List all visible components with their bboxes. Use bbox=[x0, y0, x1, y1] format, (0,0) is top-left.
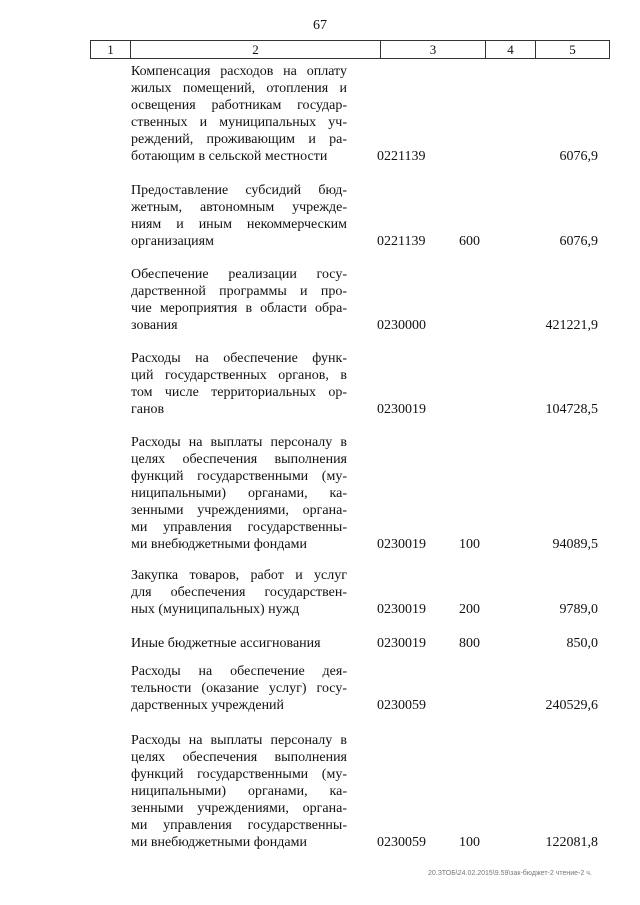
row-code: 0230019 bbox=[377, 636, 426, 651]
row-expense-type: 600 bbox=[459, 234, 480, 249]
description-line: ми управления государственны- bbox=[131, 818, 347, 833]
description-line: Расходы на обеспечение функ- bbox=[131, 351, 347, 366]
column-header-3: 3 bbox=[380, 41, 485, 58]
row-description bbox=[131, 63, 347, 165]
description-line: ниям и иным некоммерческим bbox=[131, 217, 347, 232]
footer-file-stamp: 20.ЗТОБ\24.02.2015\9.59\зак-бюджет-2 чтение-2 ч. bbox=[428, 870, 592, 877]
description-line: функций государственными (му- bbox=[131, 469, 347, 484]
row-description bbox=[131, 434, 347, 553]
row-description bbox=[131, 182, 347, 250]
description-line: Закупка товаров, работ и услуг bbox=[131, 568, 347, 583]
description-line: реждений, проживающим и ра- bbox=[131, 132, 347, 147]
description-line: целях обеспечения выполнения bbox=[131, 452, 347, 467]
row-code: 0230019 bbox=[377, 537, 426, 552]
description-line: Расходы на выплаты персоналу в bbox=[131, 733, 347, 748]
row-expense-type: 100 bbox=[459, 835, 480, 850]
row-code: 0230000 bbox=[377, 318, 426, 333]
description-line: дарственных учреждений bbox=[131, 698, 285, 713]
row-code: 0230019 bbox=[377, 402, 426, 417]
description-line: ций государственных органов, в bbox=[131, 368, 347, 383]
row-amount: 104728,5 bbox=[545, 402, 598, 417]
description-line: ми внебюджетными фондами bbox=[131, 835, 307, 850]
row-code: 0221139 bbox=[377, 149, 426, 164]
row-code: 0221139 bbox=[377, 234, 426, 249]
description-line: зенными учреждениями, органа- bbox=[131, 801, 347, 816]
description-line: том числе территориальных ор- bbox=[131, 385, 347, 400]
description-line: ганов bbox=[131, 402, 165, 417]
description-line: функций государственными (му- bbox=[131, 767, 347, 782]
row-expense-type: 800 bbox=[459, 636, 480, 651]
row-description bbox=[131, 567, 347, 618]
row-expense-type: 200 bbox=[459, 602, 480, 617]
column-header-5: 5 bbox=[535, 41, 610, 58]
row-code: 0230019 bbox=[377, 602, 426, 617]
row-amount: 240529,6 bbox=[545, 698, 598, 713]
description-line: жетным, автономным учрежде- bbox=[131, 200, 347, 215]
row-amount: 9789,0 bbox=[559, 602, 598, 617]
description-line: организациям bbox=[131, 234, 214, 249]
description-line: ми внебюджетными фондами bbox=[131, 537, 307, 552]
row-description bbox=[131, 635, 347, 652]
description-line: ниципальными) органами, ка- bbox=[131, 486, 347, 501]
page-number: 67 bbox=[313, 18, 327, 33]
description-line: освещения работникам государ- bbox=[131, 98, 347, 113]
row-description bbox=[131, 732, 347, 851]
description-line: чие мероприятия в области обра- bbox=[131, 301, 347, 316]
row-amount: 6076,9 bbox=[559, 149, 598, 164]
description-line: ботающим в сельской местности bbox=[131, 149, 328, 164]
row-amount: 94089,5 bbox=[552, 537, 598, 552]
row-description bbox=[131, 663, 347, 714]
description-line: Расходы на обеспечение дея- bbox=[131, 664, 347, 679]
table-header bbox=[90, 40, 610, 59]
row-amount: 122081,8 bbox=[545, 835, 598, 850]
row-expense-type: 100 bbox=[459, 537, 480, 552]
description-line: ниципальными) органами, ка- bbox=[131, 784, 347, 799]
row-code: 0230059 bbox=[377, 698, 426, 713]
description-line: Предоставление субсидий бюд- bbox=[131, 183, 347, 198]
description-line: ных (муниципальных) нужд bbox=[131, 602, 300, 617]
description-line: ми управления государственны- bbox=[131, 520, 347, 535]
description-line: тельности (оказание услуг) госу- bbox=[131, 681, 347, 696]
description-line: ственных и муниципальных уч- bbox=[131, 115, 347, 130]
row-description bbox=[131, 266, 347, 334]
column-header-2: 2 bbox=[130, 41, 380, 58]
description-line: зенными учреждениями, органа- bbox=[131, 503, 347, 518]
row-code: 0230059 bbox=[377, 835, 426, 850]
description-line: Обеспечение реализации госу- bbox=[131, 267, 347, 282]
description-line: дарственной программы и про- bbox=[131, 284, 347, 299]
description-line: для обеспечения государствен- bbox=[131, 585, 347, 600]
description-line: Компенсация расходов на оплату bbox=[131, 64, 347, 79]
row-description bbox=[131, 350, 347, 418]
row-amount: 421221,9 bbox=[545, 318, 598, 333]
column-header-4: 4 bbox=[485, 41, 535, 58]
description-line: целях обеспечения выполнения bbox=[131, 750, 347, 765]
description-line: жилых помещений, отопления и bbox=[131, 81, 347, 96]
description-line: Расходы на выплаты персоналу в bbox=[131, 435, 347, 450]
description-line: Иные бюджетные ассигнования bbox=[131, 636, 321, 651]
column-header-1: 1 bbox=[90, 41, 130, 58]
row-amount: 850,0 bbox=[566, 636, 598, 651]
row-amount: 6076,9 bbox=[559, 234, 598, 249]
description-line: зования bbox=[131, 318, 178, 333]
